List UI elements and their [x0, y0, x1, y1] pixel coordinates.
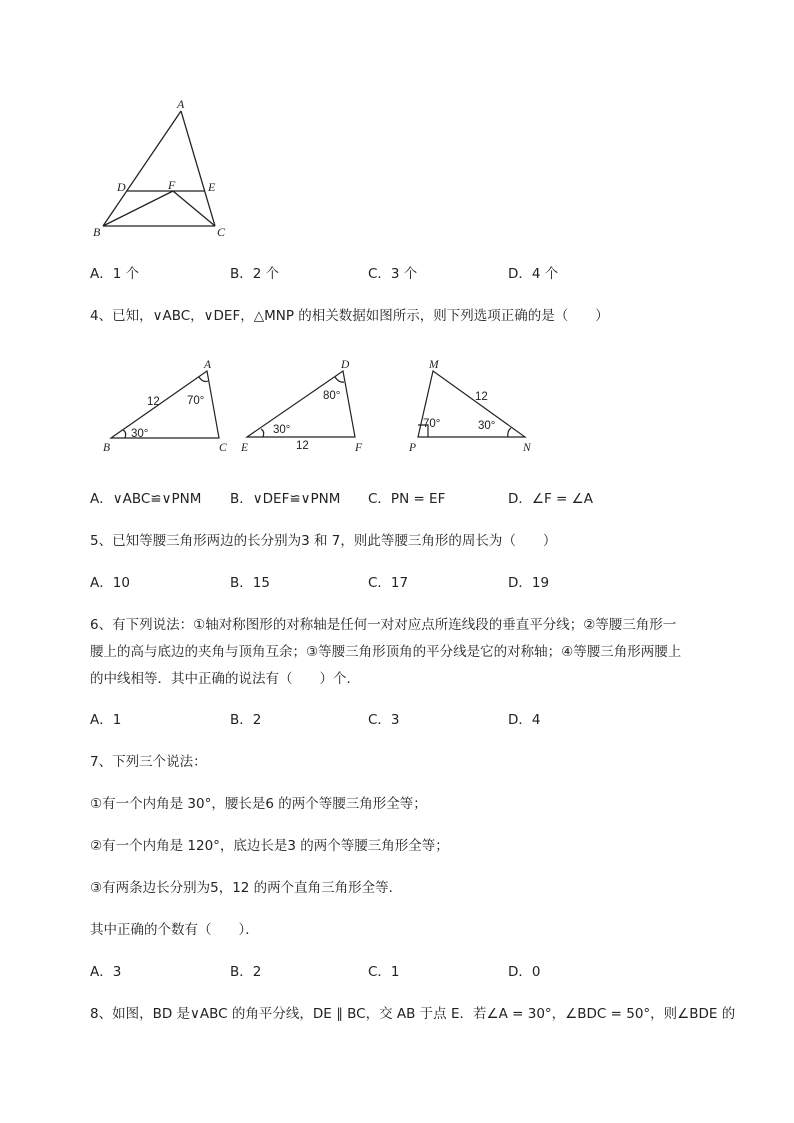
- label-d: D: [117, 180, 126, 194]
- q6-option-b: B．2: [230, 712, 262, 728]
- t1-angle-b: 30°: [131, 428, 149, 440]
- q6-option-a: A．1: [90, 712, 122, 728]
- q5-option-a: A．10: [90, 575, 130, 591]
- q4-option-d: D．∠F = ∠A: [508, 491, 593, 507]
- q6-stem-line1: 6、有下列说法：①轴对称图形的对称轴是任何一对对应点所连线段的垂直平分线；②等腰三角形一: [90, 617, 677, 633]
- q7-option-c: C．1: [368, 964, 400, 980]
- q7-option-d: D．0: [508, 964, 541, 980]
- q3-option-b: B．2 个: [230, 266, 280, 282]
- figure-triangle-de-parallel: [85, 95, 245, 245]
- t3-label-n: N: [523, 442, 531, 454]
- q8-stem: 8、如图，BD 是∨ABC 的角平分线，DE ∥ BC，交 AB 于点 E．若∠A = 30°，∠BDC = 50°，则∠BDE 的: [90, 1006, 736, 1022]
- q7-statement-1: ①有一个内角是 30°，腰长是6 的两个等腰三角形全等；: [90, 796, 427, 812]
- t3-angle-p: 70°: [423, 418, 441, 430]
- label-f: F: [168, 178, 176, 192]
- label-e: E: [208, 180, 216, 194]
- t1-angle-a: 70°: [187, 395, 205, 407]
- q6-stem-line3: 的中线相等．其中正确的说法有（ ）个．: [90, 671, 360, 687]
- q7-statement-2: ②有一个内角是 120°，底边长是3 的两个等腰三角形全等；: [90, 838, 449, 854]
- q6-option-d: D．4: [508, 712, 541, 728]
- q4-option-a: A．∨ABC≌∨PNM: [90, 491, 202, 507]
- q5-option-b: B．15: [230, 575, 270, 591]
- q7-option-b: B．2: [230, 964, 262, 980]
- q4-stem: 4、已知，∨ABC，∨DEF，△MNP 的相关数据如图所示，则下列选项正确的是（ ）: [90, 308, 609, 324]
- figure-three-triangles: [95, 355, 555, 455]
- t2-label-f: F: [355, 442, 363, 454]
- t3-side: 12: [475, 391, 488, 403]
- q6-option-c: C．3: [368, 712, 400, 728]
- q7-ask: 其中正确的个数有（ ）．: [90, 922, 259, 938]
- q5-stem: 5、已知等腰三角形两边的长分别为3 和 7，则此等腰三角形的周长为（ ）: [90, 533, 557, 549]
- t1-label-c: C: [219, 442, 227, 454]
- q7-option-a: A．3: [90, 964, 122, 980]
- q5-option-d: D．19: [508, 575, 550, 591]
- t2-side: 12: [296, 440, 309, 452]
- q3-option-a: A．1 个: [90, 266, 140, 282]
- t3-label-m: M: [429, 359, 439, 371]
- t2-label-e: E: [241, 442, 249, 454]
- t1-label-a: A: [204, 359, 212, 371]
- q6-stem-line2: 腰上的高与底边的夹角与顶角互余；③等腰三角形顶角的平分线是它的对称轴；④等腰三角形两腰上: [90, 644, 682, 660]
- t1-side: 12: [147, 396, 160, 408]
- label-a: A: [177, 97, 185, 111]
- t2-angle-e: 30°: [273, 424, 291, 436]
- label-c: C: [217, 225, 226, 239]
- q4-option-c: C．PN = EF: [368, 491, 446, 507]
- t2-angle-d: 80°: [323, 390, 341, 402]
- q5-option-c: C．17: [368, 575, 409, 591]
- t3-angle-n: 30°: [478, 420, 496, 432]
- q3-option-c: C．3 个: [368, 266, 418, 282]
- q3-option-d: D．4 个: [508, 266, 559, 282]
- t2-label-d: D: [341, 359, 350, 371]
- q7-statement-3: ③有两条边长分别为5，12 的两个直角三角形全等．: [90, 880, 403, 896]
- t1-label-b: B: [103, 442, 111, 454]
- label-b: B: [93, 225, 101, 239]
- q4-option-b: B．∨DEF≌∨PNM: [230, 491, 341, 507]
- t3-label-p: P: [409, 442, 417, 454]
- q7-stem: 7、下列三个说法：: [90, 754, 207, 770]
